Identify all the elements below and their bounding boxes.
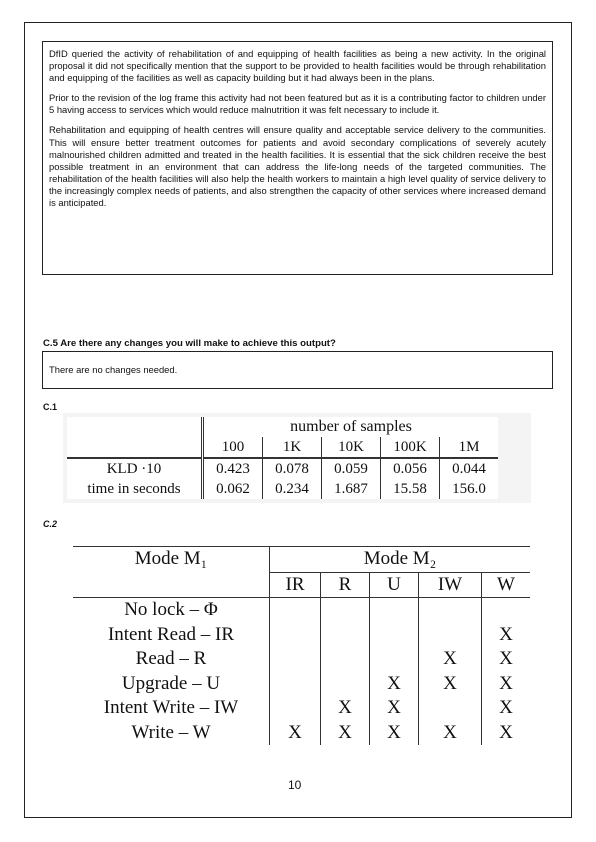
table2-cell: X xyxy=(370,696,419,721)
table1-col-header: 1M xyxy=(440,437,499,458)
table2-cell xyxy=(321,623,370,648)
table1-cell: 0.423 xyxy=(216,461,250,477)
table2-cell xyxy=(370,598,419,623)
samples-table xyxy=(67,417,498,499)
table2-cell xyxy=(270,598,321,623)
table2-row-name: Intent Write – IW xyxy=(73,696,270,721)
table2-col-label: U xyxy=(370,572,419,598)
table2-cell xyxy=(321,672,370,697)
paragraph-rehabilitation: Rehabilitation and equipping of health centres will ensure quality and acceptable service delivery to the communities. This will ensure better treatment outcomes for patients and avoid secondary complications of severely acutely malnourished children admitted and treated in the health facilities. It is essential that the sick children receive the best possible treatment in an environment that can address the life-long needs of the targeted communities. The rehabilitation of the health facilities will also help the health workers to maintain a high level quality of service delivery to the increasingly complex needs of patients, and also strengthen the capacity of other services where increased demand is anticipated. xyxy=(49,124,546,209)
answer-text: There are no changes needed. xyxy=(49,364,178,375)
table2-cell xyxy=(270,647,321,672)
table2-col-header: Mode M₂ xyxy=(363,548,437,570)
table2-label: C.2 xyxy=(43,519,58,529)
table2-col-label: R xyxy=(321,572,370,598)
table2-cell: X xyxy=(419,721,482,746)
table2-row-name: Read – R xyxy=(73,647,270,672)
table2-cell: X xyxy=(370,721,419,746)
table2-cell xyxy=(370,647,419,672)
table2-cell xyxy=(270,623,321,648)
table2-cell xyxy=(270,672,321,697)
table1-cell: 0.059 xyxy=(322,458,381,479)
table1-corner xyxy=(67,417,203,458)
table2-cell xyxy=(419,623,482,648)
table2-cell: X xyxy=(321,696,370,721)
page-number: 10 xyxy=(288,778,302,792)
table1-cell: 156.0 xyxy=(440,479,499,499)
table1-col-header: 10K xyxy=(322,437,381,458)
table1-cell: 0.044 xyxy=(440,458,499,479)
lock-compatibility-table xyxy=(73,546,530,745)
answer-box xyxy=(42,351,553,389)
question-c5: C.5 Are there any changes you will make to achieve this output? xyxy=(43,338,336,349)
table2-row-name: Intent Read – IR xyxy=(73,623,270,648)
table1-cell: 0.056 xyxy=(381,458,440,479)
table2-cell: X xyxy=(321,721,370,746)
table2-cell xyxy=(419,598,482,623)
table2-row-name: No lock – Φ xyxy=(73,598,270,623)
table1-col-header: 100K xyxy=(381,437,440,458)
table2-cell xyxy=(270,696,321,721)
table2-row-name: Write – W xyxy=(73,721,270,746)
table1-group-header: number of samples xyxy=(290,418,412,435)
table1-cell: 0.062 xyxy=(216,481,250,497)
table2-cell xyxy=(370,623,419,648)
table2-cell: X xyxy=(482,623,531,648)
table2-cell: X xyxy=(482,672,531,697)
table2-cell: X xyxy=(419,672,482,697)
table2-row-name: Upgrade – U xyxy=(73,672,270,697)
table2-cell xyxy=(482,598,531,623)
table2-cell: X xyxy=(482,647,531,672)
paragraph-dfid: DfID queried the activity of rehabilitation of and equipping of health facilities as being a new activity. In the original proposal it did not specifically mention that the support to be provided to health facilities would be through rehabilitation and equipping of the facilities as well as capacity building but it had always been in the plans. xyxy=(49,48,546,84)
table1-col-header: 100 xyxy=(221,439,245,455)
table1-row-name: KLD ·10 xyxy=(67,458,203,479)
table2-cell: X xyxy=(482,721,531,746)
paragraph-log-frame: Prior to the revision of the log frame this activity had not been featured but as it is a contributing factor to children under 5 having access to services which would reduce malnutrition it was felt necessary to include it. xyxy=(49,92,546,116)
table2-cell xyxy=(321,598,370,623)
table2-col-label: W xyxy=(482,572,531,598)
table1-label: C.1 xyxy=(43,402,58,412)
justification-text-box xyxy=(42,41,553,275)
table2-col-label: IR xyxy=(285,573,305,595)
table1-col-header: 1K xyxy=(263,437,322,458)
table2-cell: X xyxy=(288,721,302,743)
table1-cell: 1.687 xyxy=(322,479,381,499)
table1-cell: 0.078 xyxy=(263,458,322,479)
table2-cell xyxy=(419,696,482,721)
table1-row-name: time in seconds xyxy=(67,479,203,499)
table2-col-label: IW xyxy=(419,572,482,598)
table2-cell: X xyxy=(370,672,419,697)
table1-cell: 15.58 xyxy=(381,479,440,499)
table2-cell: X xyxy=(419,647,482,672)
table2-row-header: Mode M₁ xyxy=(73,547,270,598)
table2-cell: X xyxy=(482,696,531,721)
table1-cell: 0.234 xyxy=(263,479,322,499)
table2-cell xyxy=(321,647,370,672)
